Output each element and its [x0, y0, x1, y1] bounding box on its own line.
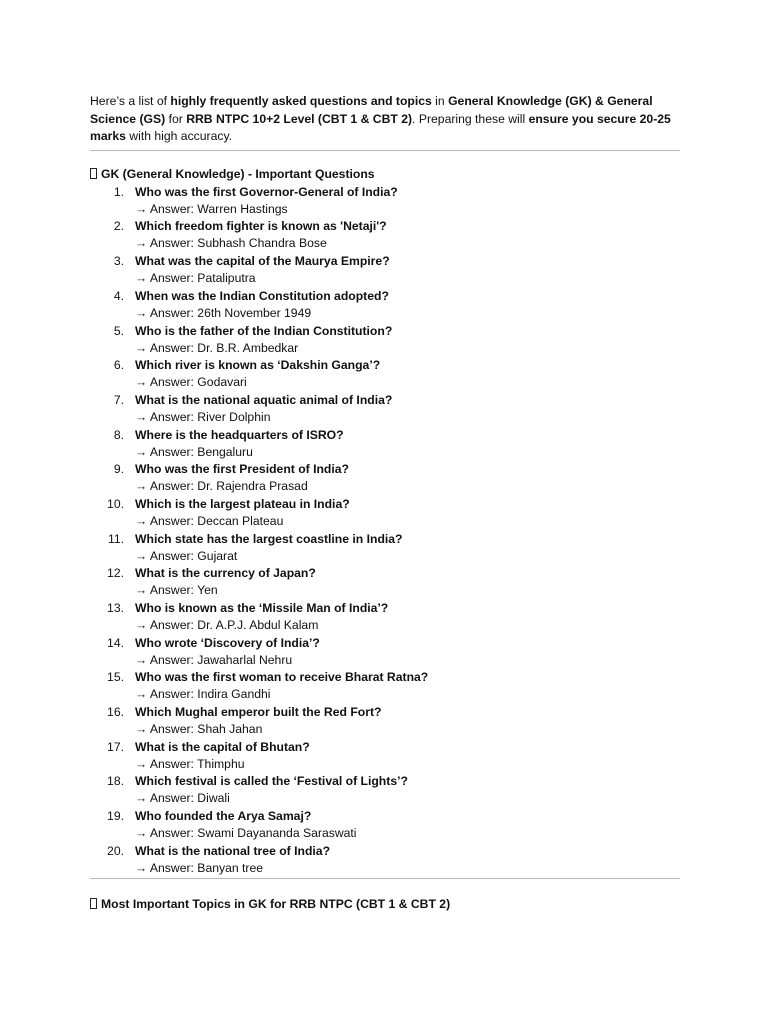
list-item — [90, 323, 680, 358]
list-item — [90, 218, 680, 253]
question-text: Where is the headquarters of ISRO? — [135, 427, 344, 442]
answer-text: → Answer: 26th November 1949 — [135, 305, 312, 320]
question-text: What is the national tree of India? — [135, 843, 331, 858]
answer-text: → Answer: Diwali — [135, 791, 230, 806]
answer-text: → Answer: Dr. Rajendra Prasad — [135, 479, 308, 494]
question-text: What was the capital of the Maurya Empire? — [135, 254, 390, 269]
question-text: When was the Indian Constitution adopted? — [135, 288, 389, 303]
intro-bold-1: highly frequently asked questions and topics — [170, 94, 432, 108]
answer-text: → Answer: Bengaluru — [135, 444, 253, 459]
list-item — [90, 600, 680, 635]
question-number: 18. — [107, 774, 124, 789]
topics-section-title-text: Most Important Topics in GK for RRB NTPC (CBT 1 & CBT 2) — [101, 896, 451, 911]
missing-glyph-icon — [90, 898, 97, 909]
answer-text: → Answer: Dr. A.P.J. Abdul Kalam — [135, 618, 319, 633]
answer-text: → Answer: Pataliputra — [135, 271, 256, 286]
question-number: 10. — [107, 496, 124, 511]
question-number: 15. — [107, 670, 124, 685]
intro-paragraph — [90, 93, 680, 146]
intro-text-4: . Preparing these will — [412, 111, 529, 126]
list-item — [90, 461, 680, 496]
list-item — [90, 427, 680, 462]
intro-text-3: for — [165, 111, 187, 126]
list-item — [90, 739, 680, 774]
answer-text: → Answer: Warren Hastings — [135, 201, 288, 216]
topics-section-title — [90, 896, 680, 912]
answer-text: → Answer: Dr. B.R. Ambedkar — [135, 340, 299, 355]
list-item — [90, 565, 680, 600]
answer-text: → Answer: Deccan Plateau — [135, 513, 284, 528]
list-item — [90, 392, 680, 427]
question-text: Who was the first Governor-General of India? — [135, 184, 398, 199]
question-text: Which river is known as ‘Dakshin Ganga’? — [135, 358, 381, 373]
question-text: Who founded the Arya Samaj? — [135, 809, 312, 824]
question-number: 17. — [107, 739, 124, 754]
list-item — [90, 635, 680, 670]
question-text: Who was the first woman to receive Bharat Ratna? — [135, 670, 429, 685]
question-number: 1. — [113, 184, 124, 199]
question-text: Which state has the largest coastline in India? — [135, 531, 403, 546]
question-text: What is the capital of Bhutan? — [135, 739, 310, 754]
question-text: Which festival is called the ‘Festival of Lights’? — [135, 774, 408, 789]
question-number: 9. — [113, 462, 124, 477]
answer-text: → Answer: Godavari — [135, 375, 247, 390]
question-number: 2. — [113, 219, 124, 234]
answer-text: → Answer: Yen — [135, 583, 218, 598]
intro-bold-3: RRB NTPC 10+2 Level (CBT 1 & CBT 2) — [186, 111, 413, 126]
intro-text-2: in — [431, 94, 449, 108]
question-text: Who is the father of the Indian Constitution? — [135, 323, 393, 338]
question-text: Who was the first President of India? — [135, 462, 349, 477]
question-number: 4. — [113, 288, 124, 303]
question-number: 7. — [113, 392, 124, 407]
document-page — [90, 93, 680, 912]
question-text: Which freedom fighter is known as 'Netaji'? — [135, 219, 387, 234]
question-number: 14. — [107, 635, 124, 650]
question-list — [90, 184, 680, 878]
answer-text: → Answer: Thimphu — [135, 756, 245, 771]
question-number: 13. — [107, 601, 124, 616]
answer-text: → Answer: Swami Dayananda Saraswati — [135, 826, 357, 841]
answer-text: → Answer: Shah Jahan — [135, 722, 263, 737]
list-item — [90, 288, 680, 323]
list-item — [90, 669, 680, 704]
list-item — [90, 253, 680, 288]
question-text: Which Mughal emperor built the Red Fort? — [135, 705, 382, 720]
question-text: What is the currency of Japan? — [135, 566, 316, 581]
intro-bold-2: General Knowledge (GK) & General Science (GS) — [90, 94, 653, 126]
intro-text-1: Here’s a list of — [90, 94, 171, 108]
question-number: 8. — [113, 427, 124, 442]
list-item — [90, 357, 680, 392]
question-number: 11. — [107, 531, 124, 546]
divider-2 — [90, 878, 680, 879]
answer-text: → Answer: Subhash Chandra Bose — [135, 236, 327, 251]
list-item — [90, 184, 680, 219]
answer-text: → Answer: Indira Gandhi — [135, 687, 271, 702]
question-text: Which is the largest plateau in India? — [135, 496, 350, 511]
gk-section-title — [90, 166, 680, 182]
divider-1 — [90, 150, 680, 151]
list-item — [90, 773, 680, 808]
list-item — [90, 808, 680, 843]
answer-text: → Answer: Gujarat — [135, 548, 238, 563]
question-text: Who wrote ‘Discovery of India’? — [135, 635, 320, 650]
gk-section-title-text: GK (General Knowledge) - Important Questions — [101, 166, 375, 181]
list-item — [90, 531, 680, 566]
question-number: 16. — [107, 705, 124, 720]
question-number: 5. — [113, 323, 124, 338]
answer-text: → Answer: Jawaharlal Nehru — [135, 652, 293, 667]
question-number: 3. — [113, 254, 124, 269]
missing-glyph-icon — [90, 168, 97, 179]
list-item — [90, 704, 680, 739]
intro-bold-4: ensure you secure 20-25 marks — [90, 111, 671, 144]
question-number: 20. — [107, 843, 124, 858]
intro-text-5: with high accuracy. — [125, 129, 233, 144]
list-item — [90, 496, 680, 531]
answer-text: → Answer: Banyan tree — [135, 860, 264, 875]
question-number: 6. — [113, 358, 124, 373]
answer-text: → Answer: River Dolphin — [135, 409, 271, 424]
question-number: 19. — [107, 809, 124, 824]
question-text: What is the national aquatic animal of India? — [135, 392, 393, 407]
question-text: Who is known as the ‘Missile Man of India’? — [135, 601, 389, 616]
question-number: 12. — [107, 566, 124, 581]
list-item — [90, 843, 680, 878]
